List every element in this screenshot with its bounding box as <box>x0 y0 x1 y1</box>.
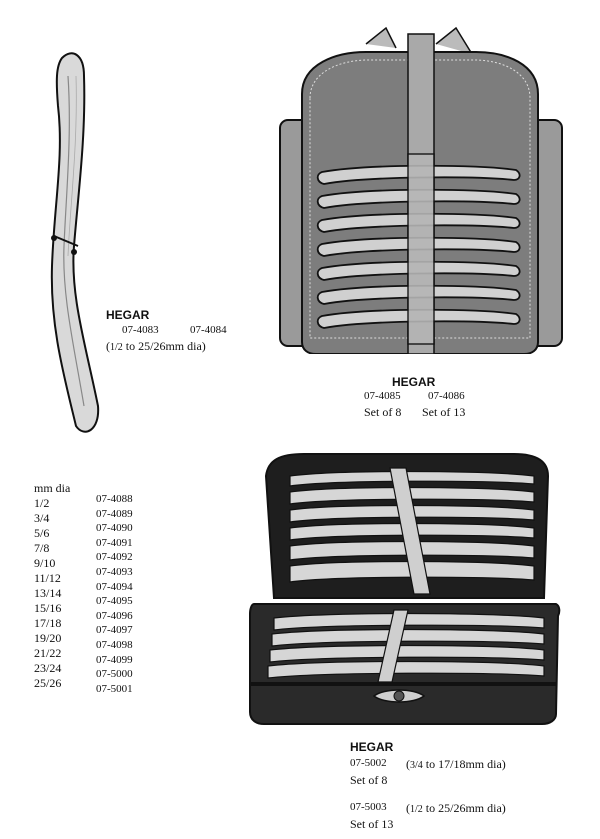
single-range <box>106 339 206 355</box>
size-value: 17/18 <box>34 616 62 630</box>
hegar-dilator-illustration <box>40 46 120 446</box>
range-rest: to 25/26mm dia) <box>122 339 206 353</box>
range-small: 1/2 <box>110 342 123 353</box>
case-code-b: 07-5003 <box>350 801 387 813</box>
catalog-code: 07-4095 <box>96 595 133 608</box>
size-column <box>34 496 61 691</box>
catalog-code: 07-4093 <box>96 565 133 578</box>
catalog-code: 07-4099 <box>96 653 133 666</box>
case-range-b <box>406 801 506 817</box>
metal-case-illustration <box>244 446 564 726</box>
pouch-set-a: Set of 8 <box>364 405 402 419</box>
leather-pouch-illustration <box>276 24 566 354</box>
size-table-header: mm dia <box>34 481 71 495</box>
catalog-code: 07-4088 <box>96 493 133 505</box>
size-value: 21/22 <box>34 646 62 660</box>
catalog-code: 07-5001 <box>96 682 133 695</box>
size-value: 19/20 <box>34 631 62 645</box>
pouch-set-b: Set of 13 <box>422 405 466 419</box>
pouch-code-b: 07-4086 <box>428 390 465 402</box>
catalog-code: 07-4091 <box>96 536 133 549</box>
open-paren: ( <box>406 801 410 815</box>
range-b-rest: to 25/26mm dia) <box>422 801 506 815</box>
catalog-code: 07-4094 <box>96 580 133 593</box>
case-title: HEGAR <box>350 740 394 754</box>
single-code-b: 07-4084 <box>190 324 227 336</box>
catalog-code: 07-4097 <box>96 624 133 637</box>
range-a-rest: to 17/18mm dia) <box>422 757 506 771</box>
size-value: 5/6 <box>34 526 50 540</box>
catalog-code: 07-4098 <box>96 638 133 651</box>
size-value: 15/16 <box>34 601 62 615</box>
pouch-code-a: 07-4085 <box>364 390 401 402</box>
case-range-a <box>406 757 506 773</box>
size-value: 3/4 <box>34 511 50 525</box>
code-column <box>96 492 133 696</box>
size-value: 25/26 <box>34 676 62 690</box>
case-code-a: 07-5002 <box>350 757 387 769</box>
case-set-b: Set of 13 <box>350 817 394 831</box>
size-value: 11/12 <box>34 571 61 585</box>
open-paren: ( <box>106 339 110 353</box>
single-code-a: 07-4083 <box>122 324 159 336</box>
size-value: 1/2 <box>34 496 50 510</box>
catalog-code: 07-5000 <box>96 668 133 681</box>
pouch-title: HEGAR <box>392 375 436 389</box>
range-a-small: 3/4 <box>410 760 423 771</box>
catalog-code: 07-4090 <box>96 522 133 535</box>
size-value: 23/24 <box>34 661 62 675</box>
size-value: 13/14 <box>34 586 62 600</box>
size-value: 9/10 <box>34 556 56 570</box>
catalog-code: 07-4096 <box>96 609 133 622</box>
case-set-a: Set of 8 <box>350 773 388 787</box>
open-paren: ( <box>406 757 410 771</box>
size-value: 7/8 <box>34 541 50 555</box>
catalog-code: 07-4089 <box>96 507 133 520</box>
single-title: HEGAR <box>106 308 150 322</box>
catalog-code: 07-4092 <box>96 551 133 564</box>
range-b-small: 1/2 <box>410 804 423 815</box>
